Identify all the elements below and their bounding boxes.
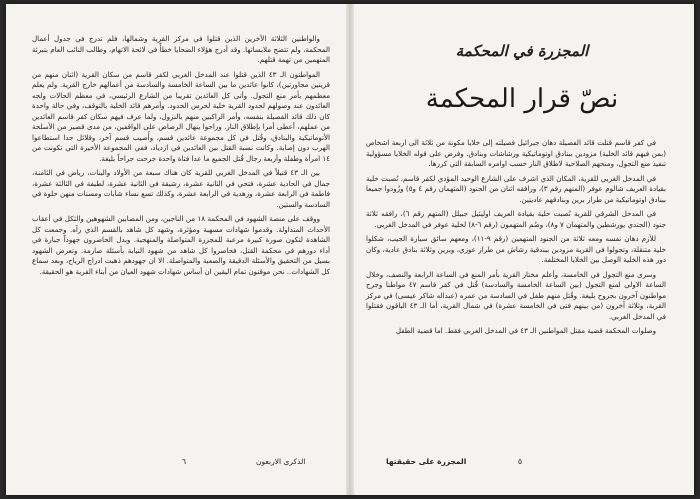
paragraph: في المدخل الشرقي للقرية نُصبت خلية بقيادة العريف اوليئيل جبيلل (المتهم رقم ٦)، رافقه ثلاثة جنود (الجندي يورشطين والمتهمان ٧ و٨)، وضُم المتهمون (رقم ٦-٨) لخلية عوفر في المدخل الغربي. xyxy=(366,209,666,229)
paragraph: في كفر قاسم قتلت قائد الفصيلة دهان جبرائيل فصيلته إلى خلايا مكونة من ثلاثة الى اربعة اشخاص (بمن فيهم قائد الخلية) مزودين ببنادق اوتوماتيكية ورشاشات وبنادق. وفرض على قوله الخلايا مسؤولية تنفيذ منع التجول، ومنحهم الصلاحية لاطلاق النار حسب اوامره السابقة التي كررها. xyxy=(366,138,666,168)
paragraph: ووقف على منصة الشهود في المحكمة ١٨ من الناجين، ومن المصابين الشهوهين والثكل في أعقاب الأحداث المتداولة. وقدموا شهادات مسهبة ومؤثرة، وشهد كل شاهد بالقسم الذي رآه. وجمعت كل الشاهدة لتكون صورة كبيرة مرعبة للمجزرة المتواصلة والمنهجية. وبدل الحاضرون جهوداً جبارة في أداء دورهم في محكمة القتل، فحاصروا كل شاهد من شهود النيابة بأسئلة صارمة. وتعرض الشهود بسيل من التحقيق والأسئلة الدقيقة والصعبة والمتواصلة. الا ان جهودهم ذهبت ادراج الرياح، وبعد سماع كل الشهادات.. نحن موقنون تمام اليقين ان أساس شهادات شهود العيان من أبناء القرية هو الحقيقة. xyxy=(32,214,330,276)
paragraph: والواطنين الثلاثة الآخرين الذين قتلوا في مركز القرية وشمالها، فلم تدرج في جدول أعمال المحكمة، ولم تتضح ملابساتها. وقد أدرج هؤلاء الضحايا خطأً في لائحة الاتهام، وطالب النائب العام بتبرئة المتهمين من تهمة قتلهم. xyxy=(32,34,330,64)
right-page-body xyxy=(366,138,666,341)
running-title: المجزرة على حقيقتها xyxy=(386,457,467,466)
section-title: نصّ قرار المحكمة xyxy=(425,84,619,114)
running-title: الذكرى الاربعون xyxy=(256,457,306,466)
left-page-body xyxy=(32,34,330,281)
page-number: ٥ xyxy=(518,457,523,466)
chapter-title: المجزرة في المحكمة xyxy=(455,42,589,60)
paragraph: في المدخل الغربي للقرية، المكان الذي اشرف على الشارع الوحيد المؤدي لكفر قاسم، نُصبت خلية بقيادة العريف شالوم عوفر (المتهم رقم ٣)، ورافقه اثنان من الجنود (المتهمان رقم ٤ و٥) وزُودوا جميعا ببنادق اوتوماتيكية من طراز برين وبنادقهم عاديتين. xyxy=(366,173,666,204)
paragraph: للأزم دهان نفسه ومعه ثلاثة من الجنود المتهمين (رقم ٩-١١)، ومعهم سائق سيارة الجيب، شكلوا خلية متنقلة، وتجولوا في القرية مزودين ببندقية رشاش من طراز عوزي، وبرين وثلاثة بنادق عادية، وكان دور هذه الخلية الوصل بين الخلايا المختلفة. xyxy=(366,234,666,264)
paragraph: وسرى منع التجول في الخامسة، وأعلم مختار القرية بأمر المنع في الساعة الرابعة والنصف، وخلال الساعة الاولى لمنع التجول (بين الساعة الخامسة والسادسة) قُتل في كفر قاسم ٤٧ مواطنا وجرح مواطنون آخرون بجروح بليغة. وقُتل منهم طفل في السادسة من عمره (عبداله شاكر عيسى) في مركز القرية، وثلاثة آخرون (من بينهم فتى في الخامسة عشرة) في شمال القرية، أما الـ ٤٣ الباقون فقتلوا في المدخل الغربي. xyxy=(366,269,667,321)
paragraph: المواطنون الـ ٤٣ الذين قتلوا عند المدخل الغربي لكفر قاسم من سكان القرية (اثنان منهم من قريتين مجاورتين)، كانوا عائدين ما بين الساعة الخامسة والسادسة من أعمالهم خارج القرية. ولم يعلم معظمهم بأمر منع التجول. وأتى كل العائدين تقريبا من الشارع الرئيسي، في معظم الحالات ولجه العائدون عند وصولهم لحدود القرية خلية لحرس الحدود. وأمرهم قائد الخلية بالتوقف، وفي حالة واحدة كان ذلك قائد الفصيلة بنفسه، وأمر الراكبين منهم بالنزول، ولما عرف فيهم سكان كفر قاسم العائدين من عملهم، أعطى أمرا بإطلاق النار. وراحوا ينهال الرصاص على الواقفين، من مدى قصير من الأسلحة الأتوماتيكية والبنادق، وقُتل في كل مجموعة عائدين قسم، وأُصيب قسم آخر، وقلائل جدا استطاعوا الهرب دون إصابة. وكانت نسبة القتل بين العائدين في ازدياد، ففي المجموعة الأخيرة التي تكونت من ١٤ امرأة وطفلة وأربعة رجال قُتل الجميع ما عدا فتاة واحدة جرحت جراحاً بليغة. xyxy=(32,69,330,163)
page-number: ٦ xyxy=(182,457,187,466)
right-page xyxy=(350,4,694,495)
book-spread xyxy=(6,4,694,495)
left-page xyxy=(6,4,350,495)
paragraph: بين الـ ٤٣ قتيلاً في المدخل الغربي للقرية كان هناك سبعة من الأولاد والبنات، رياض في الثامنة، جمال في الحادية عشرة، فتحي في الثانية عشرة، رشيقة في الثانية عشرة، لطيفة في الثالثة عشرة، فاطمة في الرابعة عشرة، وزهدية في الرابعة عشرة، وكذلك تسع نساء شابات ومسنات منهن حلوة في السادسة والستين. xyxy=(32,168,330,209)
paragraph: وصلوات المحكمة قضية مقتل المواطنين الـ ٤٣ في المدخل الغربي فقط. اما قضية الطفل xyxy=(395,326,656,335)
